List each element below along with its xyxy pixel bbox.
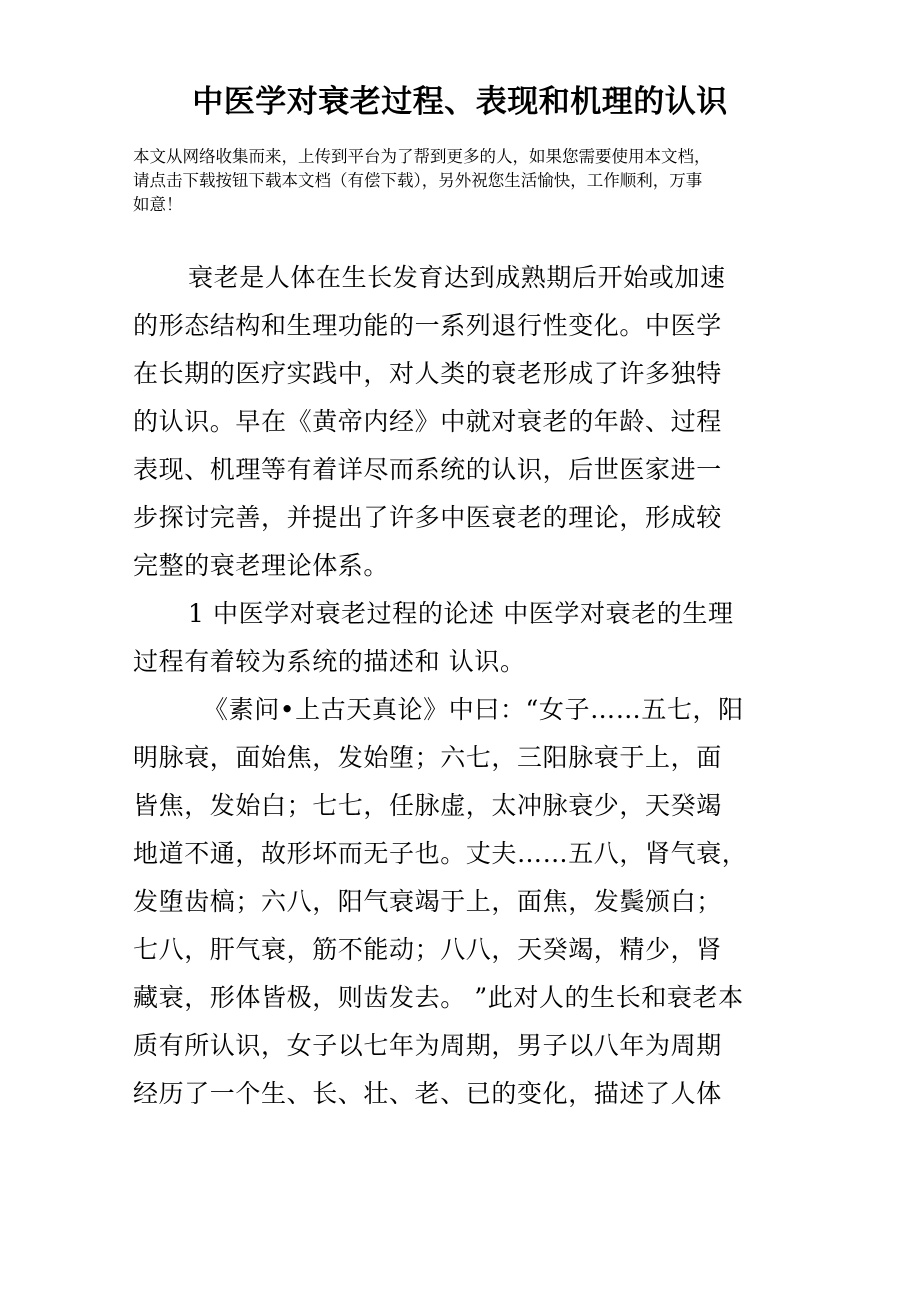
paragraph-line: 衰老是人体在生长发育达到成熟期后开始或加速 bbox=[188, 263, 726, 292]
paragraph-line: 在长期的医疗实践中，对人类的衰老形成了许多独特 bbox=[133, 359, 722, 388]
paragraph-line: 明脉衰，面始焦，发始堕；六七，三阳脉衰于上，面 bbox=[133, 743, 722, 772]
document-title: 中医学对衰老过程、表现和机理的认识 bbox=[192, 84, 728, 120]
notice-line: 请点击下载按钮下载本文档（有偿下载），另外祝您生活愉快，工作顺利，万事 bbox=[133, 171, 703, 190]
paragraph-line: 过程有着较为系统的描述和 认识。 bbox=[133, 647, 526, 676]
paragraph-suwen-quote bbox=[133, 686, 798, 1118]
paragraph-line: 完整的衰老理论体系。 bbox=[133, 551, 390, 580]
notice-line: 本文从网络收集而来，上传到平台为了帮到更多的人，如果您需要使用本文档， bbox=[133, 147, 711, 166]
paragraph-line: 1 中医学对衰老过程的论述 中医学对衰老的生理 bbox=[188, 599, 734, 628]
paragraph-aging-definition bbox=[133, 254, 798, 590]
paragraph-line: 七八，肝气衰，筋不能动；八八，天癸竭，精少，肾 bbox=[133, 935, 722, 964]
paragraph-line: 皆焦，发始白；七七，任脉虚，太冲脉衰少，天癸竭 bbox=[133, 791, 722, 820]
paragraph-line: 经历了一个生、长、壮、老、已的变化，描述了人体 bbox=[133, 1079, 722, 1108]
paragraph-line: 藏衰，形体皆极，则齿发去。 ”此对人的生长和衰老本 bbox=[133, 983, 744, 1012]
paragraph-line: 质有所认识，女子以七年为周期，男子以八年为周期 bbox=[133, 1031, 722, 1060]
paragraph-line: 的形态结构和生理功能的一系列退行性变化。中医学 bbox=[133, 311, 722, 340]
download-notice bbox=[133, 145, 793, 217]
paragraph-line: 步探讨完善，并提出了许多中医衰老的理论，形成较 bbox=[133, 503, 722, 532]
notice-line: 如意！ bbox=[133, 195, 183, 214]
paragraph-line: 发堕齿槁；六八，阳气衰竭于上，面焦，发鬓颁白； bbox=[133, 887, 722, 916]
paragraph-line: 的认识。早在《黄帝内经》中就对衰老的年龄、过程 bbox=[133, 407, 722, 436]
paragraph-line: 表现、机理等有着详尽而系统的认识，后世医家进一 bbox=[133, 455, 722, 484]
section-heading-paragraph bbox=[133, 590, 798, 686]
paragraph-line: 《素问•上古天真论》中曰：“女子……五七，阳 bbox=[203, 695, 744, 724]
paragraph-line: 地道不通，故形坏而无子也。丈夫……五八，肾气衰， bbox=[133, 839, 748, 868]
